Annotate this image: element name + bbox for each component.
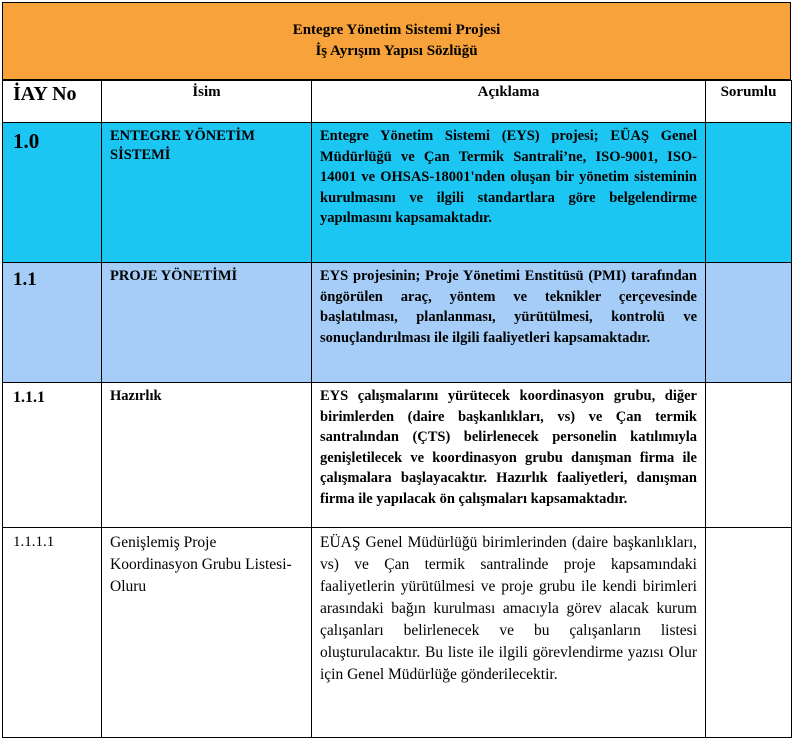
row-description: Entegre Yönetim Sistemi (EYS) projesi; EÜAŞ Genel Müdürlüğü ve Çan Termik Santrali’ne, ISO-9001, ISO-14001 ve OHSAS-18001'nden oluşan bir yönetim sisteminin kurulmasını ve ilgili standartlara göre belgelendirme yapılmasını kapsamaktadır. [312,123,706,263]
column-header-description: Açıklama [312,81,706,123]
document-title: Entegre Yönetim Sistemi Projesi [292,22,501,38]
column-header-no: İAY No [3,81,102,123]
row-code: 1.0 [3,123,102,263]
table-row [3,383,792,528]
row-owner [706,383,792,528]
row-name: Genişlemiş Proje Koordinasyon Grubu Listesi-Oluru [102,528,312,738]
column-header-owner: Sorumlu [706,81,792,123]
row-owner [706,123,792,263]
document-header [2,2,791,80]
document-subtitle: İş Ayrışım Yapısı Sözlüğü [315,43,478,59]
row-description: EÜAŞ Genel Müdürlüğü birimlerinden (daire başkanlıkları, vs) ve Çan termik santralinde proje kapsamındaki faaliyetlerin yürütülmesi ve proje grubu ile kendi birimleri arasındaki bağın kurulması amacıyla görev alacak kurum çalışanları belirlenecek ve bu çalışanların listesi oluşturulacaktır. Bu liste ile ilgili görevlendirme yazısı Olur için Genel Müdürlüğe gönderilecektir. [312,528,706,738]
row-name: ENTEGRE YÖNETİM SİSTEMİ [102,123,312,263]
row-code: 1.1 [3,263,102,383]
table-row [3,123,792,263]
row-owner [706,263,792,383]
row-owner [706,528,792,738]
table-row [3,263,792,383]
row-description: EYS projesinin; Proje Yönetimi Enstitüsü (PMI) tarafından öngörülen araç, yöntem ve teknikler çerçevesinde başlatılması, planlanması, yürütülmesi, kontrolü ve sonuçlandırılması ile ilgili faaliyetleri kapsamaktadır. [312,263,706,383]
row-code: 1.1.1 [3,383,102,528]
table-row [3,528,792,738]
row-name: PROJE YÖNETİMİ [102,263,312,383]
table-header-row [3,81,792,123]
row-description: EYS çalışmalarını yürütecek koordinasyon grubu, diğer birimlerden (daire başkanlıkları, vs) ve Çan termik santralından (ÇTS) belirlenecek personelin katılımıyla genişletilecek ve koordinasyon grubu danışman firma ile çalışmalara başlayacaktır. Hazırlık faaliyetleri, danışman firma ile yapılacak ön çalışmaları kapsamaktadır. [312,383,706,528]
row-name: Hazırlık [102,383,312,528]
column-header-name: İsim [102,81,312,123]
row-code: 1.1.1.1 [3,528,102,738]
wbs-dictionary-table [2,80,792,738]
